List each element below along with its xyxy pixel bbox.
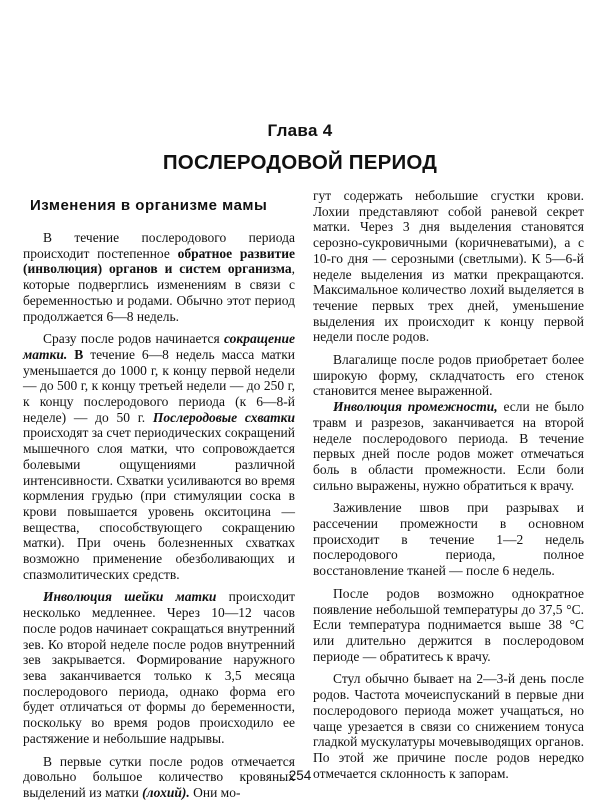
paragraph-involution-intro: В течение послеродового периода происходит постепенное обратное развитие (инволюция) органов и систем организма, которые подверглись изменениям в связи с беременностью и родами. Обычно этот период продолжается 6—8 недель.: [23, 230, 295, 324]
paragraph-lochia-start: В первые сутки после родов отмечается довольно большое количество кровяных выделений из матки (лохий). Они мо-: [23, 753, 295, 800]
paragraph-perineum-involution: Инволюция промежности, если не было травм и разрезов, заканчивается на второй неделе послеродового периода. В течение первых дней после родов может отмечаться боль в области промежности. Если боли сильно выражены, нужно обратиться к врачу.: [313, 399, 584, 493]
right-column: [313, 0, 584, 781]
paragraph-uterus-contraction: Сразу после родов начинается сокращение матки. В течение 6—8 недель масса матки уменьшается до 1000 г, к концу первой недели — до 500 г, к концу третьей недели — до 250 г, к концу послеродового периода (к 6—8-й неделе) — до 50 г. Послеродовые схватки происходят за счет периодических сокращений мышечного слоя матки, что сопровождается болевыми ощущениями различной интенсивности. Схватки усиливаются во время кормления грудью (при стимуляции соска в крови повышается уровень окситоцина — вещества, способствующего сокращению матки). При очень болезненных схватках возможно применение обезболивающих и спазмолитических средств.: [23, 331, 295, 582]
paragraph-cervix-involution: Инволюция шейки матки происходит несколько медленнее. Через 10—12 часов после родов начинает сокращаться внутренний зев. Ко второй неделе после родов внутренний зев закрывается. Формирование наружного зева заканчивается только к 3,5 месяца послеродового периода, однако форма его будет отличаться от формы до беременности, поскольку во время родов происходило ее растяжение и небольшие надрывы.: [23, 589, 295, 746]
left-column: [23, 0, 295, 800]
section-heading: Изменения в организме мамы: [30, 197, 268, 214]
paragraph-lochia-cont: гут содержать небольшие сгустки крови. Лохии представляют собой раневой секрет матки. Через 3 дня выделения становятся серозно-сукровичными (коричневатыми), а с 10-го дня — серозными (светлыми). К 5—6-й неделе выделения из матки прекращаются. Максимальное количество лохий выделяется в течение первых трех дней, уменьшение выделения их происходит к концу первой недели после родов.: [313, 188, 584, 345]
page-number: 254: [288, 768, 312, 783]
chapter-title: ПОСЛЕРОДОВОЙ ПЕРИОД: [162, 151, 438, 174]
paragraph-stool-urination: Стул обычно бывает на 2—3-й день после родов. Частота мочеиспусканий в первые дни послеродового периода может учащаться, но чаще урезается в связи со снижением тонуса гладкой мускулатуры мочевыводящих органов. По этой же причине после родов нередко отмечается склонность к запорам.: [313, 671, 584, 781]
chapter-label: Глава 4: [267, 121, 333, 140]
paragraph-vagina: Влагалище после родов приобретает более широкую форму, складчатость его стенок становится менее выраженной.: [313, 352, 584, 399]
paragraph-temperature: После родов возможно однократное появление небольшой температуры до 37,5 °С. Если температура поднимается выше 38 °С или длительно держится в послеродовом периоде — обратитесь к врачу.: [313, 585, 584, 664]
paragraph-sutures-healing: Заживление швов при разрывах и рассечении промежности в основном происходит в течение 1—2 недель послеродового периода, полное восстановление тканей — после 6 недель.: [313, 500, 584, 579]
